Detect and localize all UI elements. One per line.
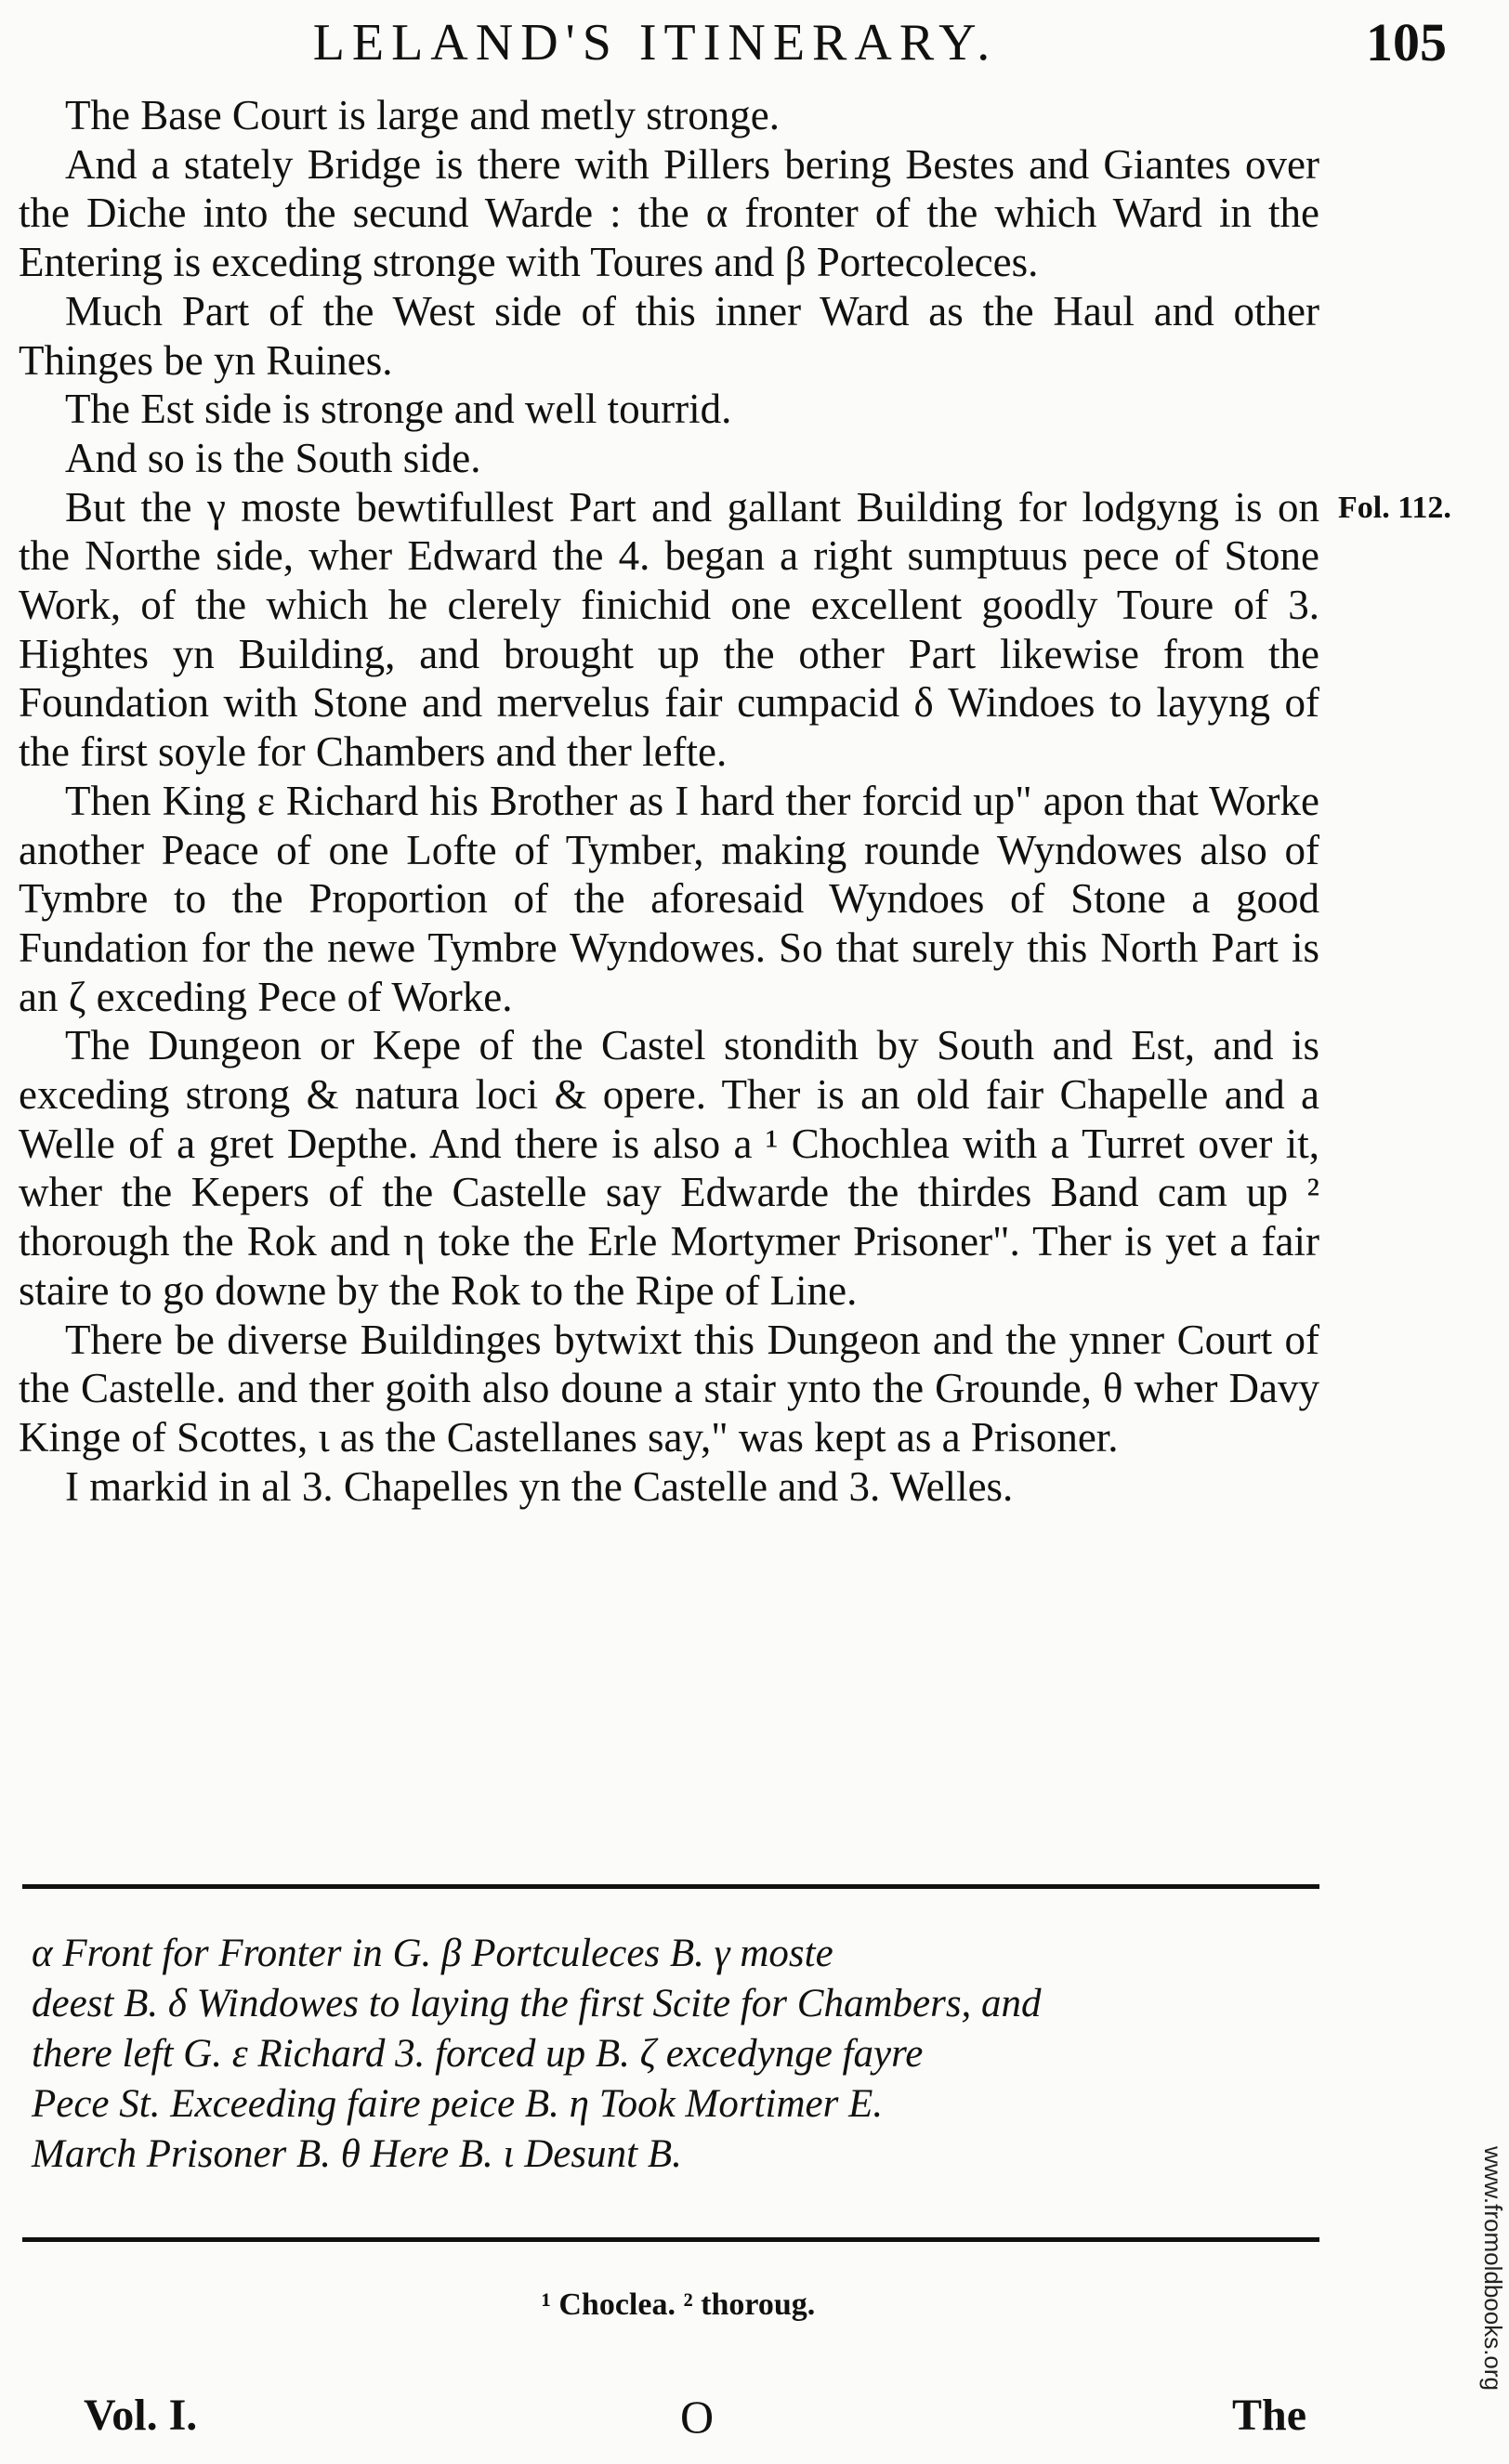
variant-line: α Front for Fronter in G. β Portculeces B. γ moste (32, 1932, 833, 1975)
paragraph: Then King ε Richard his Brother as I hard ther forcid up" apon that Worke another Peace of one Lofte of Tymber, making rounde Wyndowes also of Tymbre to the Proportion of the aforesaid Wyndoes of Stone a good Fundation for the newe Tymbre Wyndowes. So that surely this North Part is an ζ exceding Pece of Worke. (19, 777, 1319, 1020)
paragraph: But the γ moste bewtifullest Part and gallant Building for lodgyng is on the Northe side, wher Edward the 4. began a right sumptuus pece of Stone Work, of the which he clerely finichid one excellent goodly Toure of 3. Hightes yn Building, and brought up the other Part likewise from the Foundation with Stone and mervelus fair cumpacid δ Windoes to layyng of the first soyle for Chambers and ther lefte. (19, 483, 1319, 776)
running-head: LELAND'S ITINERARY. (312, 14, 998, 72)
footnotes: ¹ Choclea. ² thoroug. (541, 2287, 816, 2322)
paragraph: There be diverse Buildinges bytwixt this Dungeon and the ynner Court of the Castelle. and ther goith also doune a stair ynto the Grounde, θ wher Davy Kinge of Scottes, ι as the Castellanes say," was kept as a Prisoner. (19, 1316, 1319, 1461)
paragraph: Much Part of the West side of this inner Ward as the Haul and other Thinges be yn Ruines. (19, 287, 1319, 384)
variant-readings (32, 1929, 1323, 2180)
paragraph: And so is the South side. (65, 434, 481, 481)
paragraph: The Est side is stronge and well tourrid. (65, 386, 732, 433)
variant-line: deest B. δ Windowes to laying the first Scite for Chambers, and (32, 1982, 1042, 2025)
page-number: 105 (1366, 12, 1447, 72)
catchword: The (1232, 2391, 1307, 2440)
paragraph: The Dungeon or Kepe of the Castel stondith by South and Est, and is exceding strong & natura loci & opere. Ther is an old fair Chapelle and a Welle of a gret Depthe. And there is also a ¹ Chochlea with a Turret over it, wher the Kepers of the Castelle say Edwarde the thirdes Band cam up ² thorough the Rok and η toke the Erle Mortymer Prisoner". Ther is yet a fair staire to go downe by the Rok to the Ripe of Line. (19, 1022, 1319, 1314)
main-text (19, 91, 1319, 1511)
variant-line: there left G. ε Richard 3. forced up B. ζ excedynge fayre (32, 2032, 924, 2076)
paragraph: And a stately Bridge is there with Pillers bering Bestes and Giantes over the Diche into the secund Warde : the α fronter of the which Ward in the Entering is exceding stronge with Toures and β Portecoleces. (19, 140, 1319, 286)
signature-mark: O (680, 2391, 715, 2443)
paragraph: I markid in al 3. Chapelles yn the Castelle and 3. Welles. (65, 1462, 1014, 1510)
volume-signature: Vol. I. (84, 2391, 198, 2440)
divider-rule (22, 2237, 1319, 2242)
watermark: www.fromoldbooks.org (1479, 2146, 1507, 2391)
variant-line: Pece St. Exceeding faire peice B. η Took Mortimer E. (32, 2082, 884, 2126)
divider-rule (22, 1884, 1319, 1889)
margin-folio-reference: Fol. 112. (1338, 491, 1451, 525)
paragraph: The Base Court is large and metly stronge. (65, 92, 780, 138)
variant-line: March Prisoner B. θ Here B. ι Desunt B. (32, 2132, 682, 2176)
